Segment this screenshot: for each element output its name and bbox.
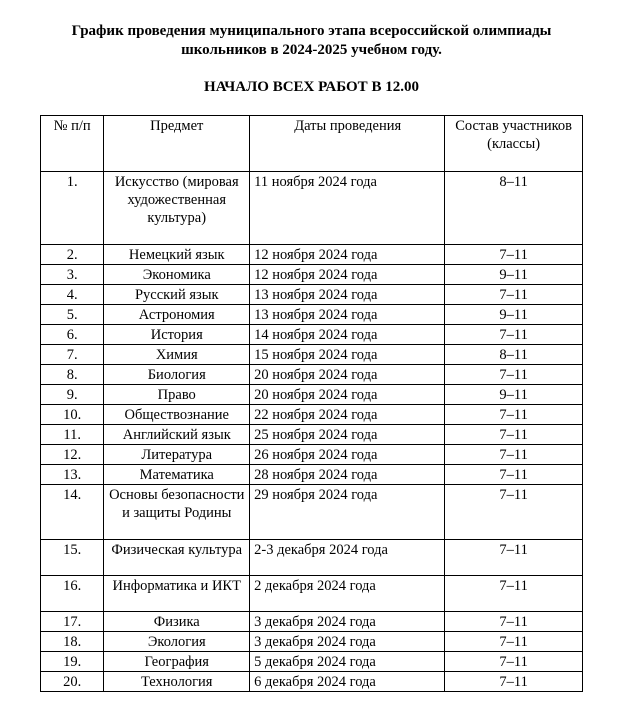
row-grades: 7–11: [445, 612, 583, 632]
row-grades: 7–11: [445, 365, 583, 385]
row-subject: Технология: [104, 672, 250, 692]
row-grades: 7–11: [445, 652, 583, 672]
row-date: 25 ноября 2024 года: [250, 425, 445, 445]
row-date: 20 ноября 2024 года: [250, 365, 445, 385]
column-header-dates: Даты проведения: [250, 116, 445, 172]
row-grades: 7–11: [445, 425, 583, 445]
row-subject: Информатика и ИКТ: [104, 576, 250, 612]
row-grades: 7–11: [445, 445, 583, 465]
table-row: [41, 445, 583, 465]
row-number: 6.: [41, 325, 104, 345]
table-row: [41, 385, 583, 405]
row-number: 8.: [41, 365, 104, 385]
row-date: 6 декабря 2024 года: [250, 672, 445, 692]
table-row: [41, 172, 583, 245]
row-number: 9.: [41, 385, 104, 405]
row-number: 14.: [41, 485, 104, 540]
table-row: [41, 540, 583, 576]
row-date: 28 ноября 2024 года: [250, 465, 445, 485]
row-subject: Экология: [104, 632, 250, 652]
table-row: [41, 305, 583, 325]
row-grades: 7–11: [445, 245, 583, 265]
row-grades: 9–11: [445, 265, 583, 285]
row-subject: Математика: [104, 465, 250, 485]
row-date: 13 ноября 2024 года: [250, 285, 445, 305]
row-date: 3 декабря 2024 года: [250, 612, 445, 632]
row-number: 2.: [41, 245, 104, 265]
row-number: 17.: [41, 612, 104, 632]
row-number: 4.: [41, 285, 104, 305]
row-grades: 7–11: [445, 285, 583, 305]
table-row: [41, 576, 583, 612]
row-grades: 7–11: [445, 405, 583, 425]
row-number: 5.: [41, 305, 104, 325]
row-grades: 8–11: [445, 345, 583, 365]
row-number: 10.: [41, 405, 104, 425]
column-header-grades: Состав участников (классы): [445, 116, 583, 172]
row-date: 2 декабря 2024 года: [250, 576, 445, 612]
row-number: 13.: [41, 465, 104, 485]
row-date: 11 ноября 2024 года: [250, 172, 445, 245]
schedule-table: [40, 115, 583, 692]
row-subject: Литература: [104, 445, 250, 465]
row-grades: 9–11: [445, 305, 583, 325]
row-date: 2-3 декабря 2024 года: [250, 540, 445, 576]
row-subject: Астрономия: [104, 305, 250, 325]
table-row: [41, 632, 583, 652]
row-date: 26 ноября 2024 года: [250, 445, 445, 465]
document-title-line-2: школьников в 2024-2025 учебном году.: [181, 42, 442, 58]
table-header-row: [41, 116, 583, 172]
table-row: [41, 612, 583, 632]
table-row: [41, 485, 583, 540]
row-date: 12 ноября 2024 года: [250, 245, 445, 265]
column-header-subject: Предмет: [104, 116, 250, 172]
table-row: [41, 245, 583, 265]
row-subject: Физика: [104, 612, 250, 632]
row-date: 15 ноября 2024 года: [250, 345, 445, 365]
row-grades: 9–11: [445, 385, 583, 405]
table-row: [41, 365, 583, 385]
row-date: 14 ноября 2024 года: [250, 325, 445, 345]
row-number: 3.: [41, 265, 104, 285]
row-number: 1.: [41, 172, 104, 245]
table-row: [41, 345, 583, 365]
table-row: [41, 285, 583, 305]
row-number: 18.: [41, 632, 104, 652]
row-number: 19.: [41, 652, 104, 672]
row-number: 7.: [41, 345, 104, 365]
row-date: 5 декабря 2024 года: [250, 652, 445, 672]
row-subject: История: [104, 325, 250, 345]
row-date: 3 декабря 2024 года: [250, 632, 445, 652]
row-grades: 7–11: [445, 632, 583, 652]
table-row: [41, 425, 583, 445]
row-subject: Право: [104, 385, 250, 405]
row-date: 12 ноября 2024 года: [250, 265, 445, 285]
row-grades: 7–11: [445, 672, 583, 692]
row-subject: Экономика: [104, 265, 250, 285]
row-subject: Обществознание: [104, 405, 250, 425]
row-number: 16.: [41, 576, 104, 612]
row-subject: Химия: [104, 345, 250, 365]
row-grades: 7–11: [445, 325, 583, 345]
row-date: 29 ноября 2024 года: [250, 485, 445, 540]
row-date: 22 ноября 2024 года: [250, 405, 445, 425]
column-header-number: № п/п: [41, 116, 104, 172]
row-grades: 7–11: [445, 540, 583, 576]
document-title-line-1: График проведения муниципального этапа всероссийской олимпиады: [71, 23, 552, 39]
row-subject: Основы безопасности и защиты Родины: [104, 485, 250, 540]
row-grades: 7–11: [445, 485, 583, 540]
row-subject: Английский язык: [104, 425, 250, 445]
row-number: 15.: [41, 540, 104, 576]
row-date: 20 ноября 2024 года: [250, 385, 445, 405]
row-grades: 8–11: [445, 172, 583, 245]
row-grades: 7–11: [445, 576, 583, 612]
table-row: [41, 672, 583, 692]
row-subject: Физическая культура: [104, 540, 250, 576]
row-subject: География: [104, 652, 250, 672]
row-subject: Искусство (мировая художественная культура): [104, 172, 250, 245]
table-row: [41, 405, 583, 425]
row-grades: 7–11: [445, 465, 583, 485]
table-row: [41, 265, 583, 285]
row-number: 11.: [41, 425, 104, 445]
row-date: 13 ноября 2024 года: [250, 305, 445, 325]
row-subject: Немецкий язык: [104, 245, 250, 265]
row-subject: Русский язык: [104, 285, 250, 305]
table-row: [41, 652, 583, 672]
row-number: 20.: [41, 672, 104, 692]
table-row: [41, 465, 583, 485]
row-number: 12.: [41, 445, 104, 465]
row-subject: Биология: [104, 365, 250, 385]
start-time-note: НАЧАЛО ВСЕХ РАБОТ В 12.00: [204, 79, 419, 95]
table-row: [41, 325, 583, 345]
